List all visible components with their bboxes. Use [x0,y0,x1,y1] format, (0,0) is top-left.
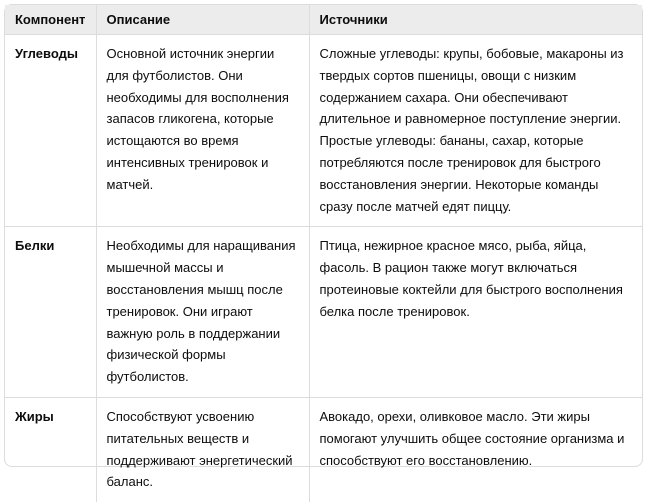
header-row [5,5,642,35]
component-cell: Жиры [5,397,96,502]
nutrition-table [5,5,642,502]
component-cell: Белки [5,227,96,398]
component-cell: Углеводы [5,35,96,227]
table-row [5,397,642,502]
sources-cell: Сложные углеводы: крупы, бобовые, макароны из твердых сортов пшеницы, овощи с низким содержанием сахара. Они обеспечивают длительное и равномерное поступление энергии. Простые углеводы: бананы, сахар, которые потребляются после тренировок для быстрого восстановления энергии. Некоторые команды сразу после матчей едят пиццу. [309,35,642,227]
description-cell: Основной источник энергии для футболистов. Они необходимы для восполнения запасов гликогена, которые истощаются во время интенсивных тренировок и матчей. [96,35,309,227]
sources-cell: Птица, нежирное красное мясо, рыба, яйца, фасоль. В рацион также могут включаться протеиновые коктейли для быстрого восполнения белка после тренировок. [309,227,642,398]
description-cell: Необходимы для наращивания мышечной массы и восстановления мышц после тренировок. Они играют важную роль в поддержании физической формы футболистов. [96,227,309,398]
table-header [5,5,642,35]
table-body [5,35,642,502]
table-row [5,227,642,398]
sources-cell: Авокадо, орехи, оливковое масло. Эти жиры помогают улучшить общее состояние организма и способствуют его восстановлению. [309,397,642,502]
table-row [5,35,642,227]
description-cell: Способствуют усвоению питательных веществ и поддерживают энергетический баланс. [96,397,309,502]
nutrition-table-container [4,4,643,467]
header-component: Компонент [5,5,96,35]
header-sources: Источники [309,5,642,35]
header-description: Описание [96,5,309,35]
